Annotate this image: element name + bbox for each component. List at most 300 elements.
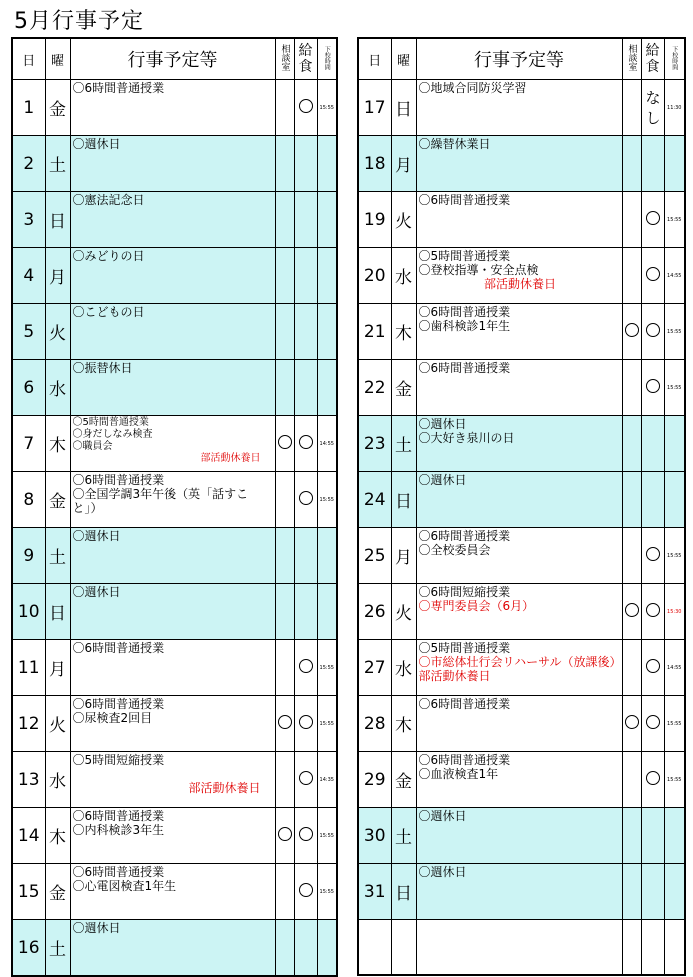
day-events <box>70 80 275 136</box>
header-kyushoku <box>641 38 664 80</box>
day-date: 13 <box>12 752 45 808</box>
event-item: 〇週休日 <box>418 473 467 487</box>
sodan-cell <box>622 808 641 864</box>
gekou-time: 15:55 <box>664 752 685 808</box>
kyushoku-cell <box>294 472 317 528</box>
day-row <box>358 640 685 696</box>
day-events <box>70 416 275 472</box>
gekou-time: 15:30 <box>664 584 685 640</box>
day-date: 1 <box>12 80 45 136</box>
kyushoku-cell-mark <box>646 715 660 729</box>
header-sodan-label: 相談室 <box>626 44 637 71</box>
header-dow: 曜 <box>391 38 416 80</box>
day-events <box>70 248 275 304</box>
header-gekou-label: 下校時間 <box>323 46 331 70</box>
day-of-week: 金 <box>45 80 70 136</box>
event-item: 〇6時間普通授業 <box>72 81 165 95</box>
day-events <box>70 808 275 864</box>
day-of-week: 金 <box>391 752 416 808</box>
kyushoku-cell-mark <box>646 659 660 673</box>
sodan-cell <box>275 416 294 472</box>
kyushoku-cell <box>641 304 664 360</box>
sodan-cell <box>275 304 294 360</box>
event-item: 〇心電図検査1年生 <box>72 879 177 893</box>
sodan-cell <box>275 80 294 136</box>
header-sodan <box>622 38 641 80</box>
kyushoku-cell <box>294 80 317 136</box>
header-sodan <box>275 38 294 80</box>
kyushoku-cell <box>641 528 664 584</box>
day-of-week: 土 <box>45 920 70 977</box>
sodan-cell <box>622 248 641 304</box>
day-of-week: 金 <box>45 472 70 528</box>
sodan-cell <box>622 640 641 696</box>
kyushoku-cell-mark <box>646 323 660 337</box>
sodan-cell <box>622 696 641 752</box>
day-row <box>358 416 685 472</box>
day-date: 2 <box>12 136 45 192</box>
gekou-time: 15:55 <box>317 472 337 528</box>
day-date: 29 <box>358 752 391 808</box>
day-date: 26 <box>358 584 391 640</box>
day-date: 4 <box>12 248 45 304</box>
sodan-cell-mark <box>625 603 639 617</box>
day-row <box>12 192 337 248</box>
sodan-cell <box>275 640 294 696</box>
kyushoku-cell-mark <box>299 99 313 113</box>
day-of-week: 土 <box>391 416 416 472</box>
day-of-week: 木 <box>45 808 70 864</box>
event-item: 〇全国学調3年午後（英「話すこ <box>72 487 249 501</box>
empty-row <box>358 920 685 976</box>
day-of-week: 月 <box>391 528 416 584</box>
kyushoku-cell-mark <box>646 267 660 281</box>
day-row <box>358 80 685 136</box>
header-events: 行事予定等 <box>416 38 622 80</box>
day-events <box>70 192 275 248</box>
event-item: 〇専門委員会（6月） <box>418 599 535 613</box>
sodan-cell <box>275 864 294 920</box>
gekou-time: 15:55 <box>317 640 337 696</box>
kyushoku-cell <box>294 584 317 640</box>
day-date: 3 <box>12 192 45 248</box>
kyushoku-cell-text: なし <box>645 88 661 127</box>
sodan-cell-mark <box>278 827 292 841</box>
event-item: 〇5時間短縮授業 <box>72 753 165 767</box>
table-header-row <box>12 38 337 80</box>
gekou-time: 15:55 <box>664 192 685 248</box>
table-header-row <box>358 38 685 80</box>
day-of-week: 水 <box>391 640 416 696</box>
day-date: 19 <box>358 192 391 248</box>
day-row <box>12 528 337 584</box>
day-date: 22 <box>358 360 391 416</box>
event-item: 〇市総体壮行会リハーサル（放課後） <box>418 655 622 669</box>
sodan-cell <box>622 584 641 640</box>
empty-cell <box>391 920 416 976</box>
day-of-week: 火 <box>391 584 416 640</box>
page-title: 5月行事予定 <box>14 9 144 34</box>
event-item: 〇5時間普通授業 <box>72 417 149 428</box>
day-row <box>358 752 685 808</box>
day-events <box>70 920 275 977</box>
day-row <box>358 584 685 640</box>
header-gekou <box>317 38 337 80</box>
day-date: 16 <box>12 920 45 977</box>
gekou-time <box>664 136 685 192</box>
day-row <box>12 416 337 472</box>
event-item: 〇登校指導・安全点検 <box>418 263 539 277</box>
sodan-cell <box>622 136 641 192</box>
gekou-time: 15:55 <box>317 808 337 864</box>
day-events <box>416 864 622 920</box>
event-item: 〇憲法記念日 <box>72 193 145 207</box>
day-row <box>12 808 337 864</box>
sodan-cell <box>275 136 294 192</box>
event-item: 部活動休養日 <box>188 781 261 795</box>
event-item: 〇振替休日 <box>72 361 133 375</box>
day-row <box>12 584 337 640</box>
day-events <box>416 192 622 248</box>
day-of-week: 土 <box>45 136 70 192</box>
kyushoku-cell <box>294 528 317 584</box>
kyushoku-cell <box>294 304 317 360</box>
day-row <box>358 696 685 752</box>
gekou-time: 14:55 <box>664 248 685 304</box>
event-item <box>73 767 275 781</box>
event-item: 〇血液検査1年 <box>418 767 499 781</box>
kyushoku-cell-mark <box>646 771 660 785</box>
event-item: 〇地域合同防災学習 <box>418 81 527 95</box>
day-date: 30 <box>358 808 391 864</box>
kyushoku-cell <box>294 696 317 752</box>
kyushoku-cell-mark <box>646 547 660 561</box>
gekou-time: 14:55 <box>317 416 337 472</box>
sodan-cell <box>275 528 294 584</box>
event-item: 〇6時間普通授業 <box>72 809 165 823</box>
event-item: 〇週休日 <box>72 529 121 543</box>
sodan-cell <box>622 752 641 808</box>
event-item: と」） <box>72 501 103 515</box>
day-row <box>12 752 337 808</box>
kyushoku-cell <box>294 360 317 416</box>
event-item: 〇6時間普通授業 <box>418 361 511 375</box>
empty-cell <box>358 920 391 976</box>
sodan-cell <box>622 192 641 248</box>
sodan-cell <box>275 192 294 248</box>
gekou-time <box>664 864 685 920</box>
day-date: 23 <box>358 416 391 472</box>
sodan-cell-mark <box>625 323 639 337</box>
gekou-time <box>317 248 337 304</box>
day-row <box>12 136 337 192</box>
kyushoku-cell <box>641 696 664 752</box>
day-events <box>416 696 622 752</box>
event-item: 〇5時間普通授業 <box>418 249 511 263</box>
day-of-week: 日 <box>391 864 416 920</box>
gekou-time: 15:55 <box>317 696 337 752</box>
day-of-week: 火 <box>45 304 70 360</box>
sodan-cell <box>622 416 641 472</box>
gekou-time: 15:55 <box>317 80 337 136</box>
kyushoku-cell-mark <box>299 435 313 449</box>
kyushoku-cell-mark <box>299 715 313 729</box>
kyushoku-cell <box>294 192 317 248</box>
day-events <box>416 584 622 640</box>
day-row <box>12 360 337 416</box>
kyushoku-cell-mark <box>299 491 313 505</box>
day-events <box>70 136 275 192</box>
day-events <box>70 584 275 640</box>
event-item: 部活動休養日 <box>418 669 491 683</box>
sodan-cell <box>275 472 294 528</box>
event-item: 部活動休養日 <box>200 453 261 464</box>
kyushoku-cell-mark <box>646 211 660 225</box>
gekou-time: 15:55 <box>664 304 685 360</box>
day-events <box>70 696 275 752</box>
event-item: 〇週休日 <box>72 921 121 935</box>
day-of-week: 木 <box>45 416 70 472</box>
day-date: 6 <box>12 360 45 416</box>
kyushoku-cell <box>294 416 317 472</box>
gekou-time <box>664 808 685 864</box>
day-date: 10 <box>12 584 45 640</box>
gekou-time <box>664 416 685 472</box>
gekou-time <box>317 136 337 192</box>
day-date: 12 <box>12 696 45 752</box>
kyushoku-cell <box>294 864 317 920</box>
sodan-cell <box>275 696 294 752</box>
sodan-cell-mark <box>278 715 292 729</box>
day-row <box>12 304 337 360</box>
kyushoku-cell <box>294 136 317 192</box>
day-of-week: 水 <box>45 752 70 808</box>
event-item: 〇週休日 <box>418 809 467 823</box>
day-date: 15 <box>12 864 45 920</box>
day-row <box>358 864 685 920</box>
kyushoku-cell <box>641 472 664 528</box>
event-item: 〇身だしなみ検査 <box>72 429 153 440</box>
day-date: 7 <box>12 416 45 472</box>
day-row <box>12 472 337 528</box>
day-events <box>70 640 275 696</box>
header-kyushoku <box>294 38 317 80</box>
gekou-time: 14:35 <box>317 752 337 808</box>
day-events <box>70 864 275 920</box>
event-item: 〇6時間普通授業 <box>418 753 511 767</box>
sodan-cell <box>622 472 641 528</box>
day-row <box>12 920 337 977</box>
day-of-week: 火 <box>391 192 416 248</box>
gekou-time: 15:55 <box>664 696 685 752</box>
header-kyushoku-2: 食 <box>298 59 313 75</box>
gekou-time <box>317 584 337 640</box>
day-events <box>416 640 622 696</box>
day-date: 25 <box>358 528 391 584</box>
day-date: 31 <box>358 864 391 920</box>
kyushoku-cell <box>294 248 317 304</box>
empty-cell <box>622 920 641 976</box>
kyushoku-cell <box>641 136 664 192</box>
day-row <box>12 80 337 136</box>
day-row <box>358 360 685 416</box>
day-events <box>416 136 622 192</box>
day-date: 17 <box>358 80 391 136</box>
sodan-cell <box>622 80 641 136</box>
event-item: 〇週休日 <box>72 585 121 599</box>
day-events <box>416 248 622 304</box>
kyushoku-cell-mark <box>299 659 313 673</box>
kyushoku-cell <box>641 192 664 248</box>
day-events <box>416 360 622 416</box>
kyushoku-cell <box>641 752 664 808</box>
kyushoku-cell-mark <box>299 883 313 897</box>
day-of-week: 日 <box>391 80 416 136</box>
schedule-table-right <box>357 37 686 976</box>
event-item: 〇6時間普通授業 <box>72 697 165 711</box>
kyushoku-cell <box>294 808 317 864</box>
event-item: 〇6時間普通授業 <box>72 865 165 879</box>
kyushoku-cell-mark <box>646 379 660 393</box>
kyushoku-cell-mark <box>646 603 660 617</box>
event-item: 〇週休日 <box>72 137 121 151</box>
header-gekou-label: 下校時間 <box>670 46 678 70</box>
kyushoku-cell <box>641 584 664 640</box>
sodan-cell <box>275 752 294 808</box>
day-events <box>416 808 622 864</box>
gekou-time <box>664 472 685 528</box>
day-of-week: 金 <box>391 360 416 416</box>
event-item: 〇6時間普通授業 <box>418 697 511 711</box>
sodan-cell <box>275 920 294 977</box>
day-row <box>358 304 685 360</box>
day-of-week: 水 <box>45 360 70 416</box>
event-item: 〇6時間普通授業 <box>418 305 511 319</box>
gekou-time: 14:55 <box>664 640 685 696</box>
day-row <box>12 248 337 304</box>
sodan-cell <box>275 248 294 304</box>
kyushoku-cell <box>641 416 664 472</box>
event-item: 〇職員会 <box>72 441 113 452</box>
day-events <box>416 528 622 584</box>
kyushoku-cell <box>294 920 317 977</box>
empty-cell <box>641 920 664 976</box>
day-events <box>70 472 275 528</box>
day-row <box>12 696 337 752</box>
kyushoku-cell <box>641 248 664 304</box>
sodan-cell <box>622 360 641 416</box>
event-item: 〇全校委員会 <box>418 543 491 557</box>
day-row <box>358 528 685 584</box>
sodan-cell <box>275 808 294 864</box>
event-item: 〇みどりの日 <box>72 249 145 263</box>
day-date: 28 <box>358 696 391 752</box>
day-date: 14 <box>12 808 45 864</box>
header-kyushoku-2: 食 <box>645 59 660 75</box>
day-date: 27 <box>358 640 391 696</box>
day-of-week: 火 <box>45 696 70 752</box>
kyushoku-cell <box>641 80 664 136</box>
day-events <box>70 304 275 360</box>
kyushoku-cell <box>641 808 664 864</box>
sodan-cell <box>622 304 641 360</box>
kyushoku-cell <box>294 752 317 808</box>
kyushoku-cell <box>641 864 664 920</box>
gekou-time <box>317 192 337 248</box>
kyushoku-cell <box>294 640 317 696</box>
day-events <box>416 752 622 808</box>
day-date: 9 <box>12 528 45 584</box>
gekou-time <box>317 360 337 416</box>
day-of-week: 月 <box>45 248 70 304</box>
day-of-week: 土 <box>45 528 70 584</box>
day-events <box>416 416 622 472</box>
day-of-week: 月 <box>391 136 416 192</box>
day-of-week: 木 <box>391 304 416 360</box>
day-row <box>358 248 685 304</box>
event-item: 〇歯科検診1年生 <box>418 319 511 333</box>
header-kyushoku-1: 給 <box>645 43 660 59</box>
kyushoku-cell <box>641 640 664 696</box>
day-date: 11 <box>12 640 45 696</box>
event-item: 〇内科検診3年生 <box>72 823 165 837</box>
day-events <box>416 472 622 528</box>
day-row <box>358 472 685 528</box>
day-of-week: 日 <box>45 192 70 248</box>
day-of-week: 日 <box>45 584 70 640</box>
sodan-cell <box>275 360 294 416</box>
schedule-table-left <box>11 37 338 977</box>
day-events <box>70 360 275 416</box>
gekou-time <box>317 528 337 584</box>
gekou-time: 15:55 <box>664 360 685 416</box>
gekou-time <box>317 304 337 360</box>
day-events <box>70 528 275 584</box>
day-row <box>12 640 337 696</box>
day-of-week: 土 <box>391 808 416 864</box>
event-item: 〇週休日 <box>418 865 467 879</box>
event-item: 〇6時間短縮授業 <box>418 585 511 599</box>
event-item: 〇6時間普通授業 <box>418 193 511 207</box>
day-date: 24 <box>358 472 391 528</box>
kyushoku-cell <box>641 360 664 416</box>
gekou-time: 15:55 <box>317 864 337 920</box>
day-of-week: 日 <box>391 472 416 528</box>
event-item: 〇週休日 <box>418 417 467 431</box>
event-item: 〇6時間普通授業 <box>72 641 165 655</box>
day-row <box>358 808 685 864</box>
event-item: 〇5時間普通授業 <box>418 641 511 655</box>
day-row <box>358 136 685 192</box>
day-of-week: 月 <box>45 640 70 696</box>
header-date: 日 <box>358 38 391 80</box>
day-row <box>12 864 337 920</box>
header-date: 日 <box>12 38 45 80</box>
gekou-time: 15:55 <box>664 528 685 584</box>
header-events: 行事予定等 <box>70 38 275 80</box>
gekou-time <box>317 920 337 977</box>
sodan-cell <box>275 584 294 640</box>
day-date: 5 <box>12 304 45 360</box>
day-events <box>70 752 275 808</box>
day-events <box>416 304 622 360</box>
kyushoku-cell-mark <box>299 771 313 785</box>
header-kyushoku-1: 給 <box>298 43 313 59</box>
header-gekou <box>664 38 685 80</box>
sodan-cell <box>622 864 641 920</box>
kyushoku-cell-mark <box>299 827 313 841</box>
event-item: 〇尿検査2回目 <box>72 711 153 725</box>
